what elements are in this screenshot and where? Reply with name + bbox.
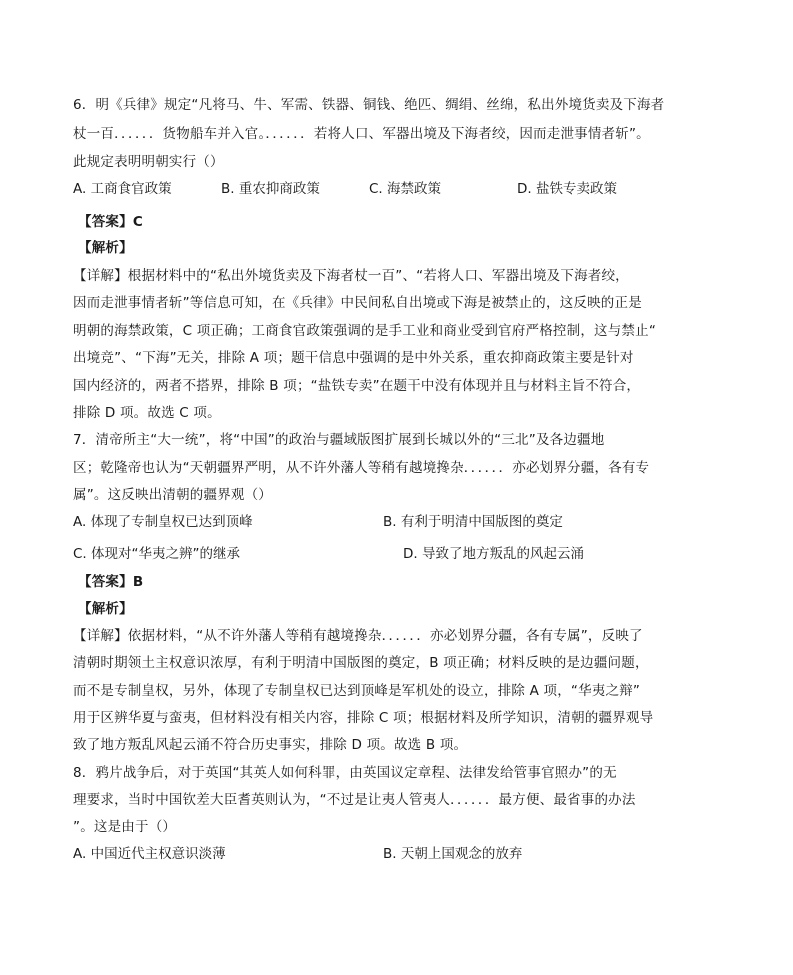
q7-answer-label: 【答案】 [78,574,133,590]
q7-detail-line-5: 致了地方叛乱风起云涌不符合历史事实，排除 D 项。故选 B 项。 [73,737,468,753]
q6-detail-line-4: 出境竞”、“下海”无关，排除 A 项；题干信息中强调的是中外关系，重农抑商政策主要是针对 [73,350,634,366]
q7-option-b: B. 有利于明清中国版图的奠定 [383,514,563,530]
q8-stem-line-3: ”。这是由于（） [73,819,177,835]
q7-option-d: D. 导致了地方叛乱的风起云涌 [403,546,584,562]
q8-option-b: B. 天朝上国观念的放弃 [383,846,523,862]
q7-detail-line-2: 清朝时期领土主权意识浓厚，有利于明清中国版图的奠定，B 项正确；材料反映的是边疆问题， [73,655,649,671]
q8-stem-line-2: 理要求，当时中国钦差大臣耆英则认为，“不过是让夷人管夷人．．．．．．最方便、最省事的办法 [73,792,636,808]
q6-stem-line-1: 6．明《兵律》规定“凡将马、牛、军需、铁器、铜钱、绝匹、绸绢、丝绵，私出外境货卖及下海者 [73,97,665,113]
q7-detail-line-4: 用于区辨华夏与蛮夷，但材料没有相关内容，排除 C 项；根据材料及所学知识，清朝的疆界观导 [73,710,654,726]
q8-option-a: A. 中国近代主权意识淡薄 [73,846,226,862]
q6-option-d: D. 盐铁专卖政策 [517,181,617,197]
q7-answer-value: B [132,574,144,590]
q7-stem-line-3: 属”。这反映出清朝的疆界观（） [73,487,272,503]
q6-detail-line-1: 【详解】根据材料中的“私出外境货卖及下海者杖一百”、“若将人口、军器出境及下海者绞， [73,268,629,284]
q6-detail-line-3: 明朝的海禁政策，C 项正确；工商食官政策强调的是手工业和商业受到官府严格控制，这与禁止“ [73,323,657,339]
q6-option-c: C. 海禁政策 [369,181,442,197]
q7-stem-line-2: 区；乾隆帝也认为“天朝疆界严明，从不许外藩人等稍有越境搀杂．．．．．．亦必划界分疆，各有专 [73,460,650,476]
q7-analysis-label: 【解析】 [78,601,133,617]
q6-option-a: A. 工商食官政策 [73,181,172,197]
q6-answer-label: 【答案】 [78,214,133,230]
q7-option-c: C. 体现对“华夷之辨”的继承 [73,546,240,562]
q7-detail-line-1: 【详解】依据材料，“从不许外藩人等稍有越境搀杂．．．．．．亦必划界分疆，各有专属”，反映了 [73,628,643,644]
q8-stem-line-1: 8．鸦片战争后，对于英国“其英人如何科罪，由英国议定章程、法律发给管事官照办”的无 [73,765,617,781]
q6-analysis-label: 【解析】 [78,240,133,256]
q7-option-a: A. 体现了专制皇权已达到顶峰 [73,514,253,530]
q7-stem-line-1: 7．清帝所主“大一统”，将“中国”的政治与疆域版图扩展到长城以外的“三北”及各边疆地 [73,432,605,448]
q6-detail-line-2: 因而走泄事情者斩”等信息可知，在《兵律》中民间私自出境或下海是被禁止的，这反映的正是 [73,295,642,311]
q6-answer-value: C [132,214,143,230]
q6-answer [78,213,143,231]
q6-option-b: B. 重农抑商政策 [221,181,320,197]
q6-stem-line-3: 此规定表明明朝实行（） [73,154,224,170]
q7-detail-line-3: 而不是专制皇权，另外，体现了专制皇权已达到顶峰是军机处的设立，排除 A 项，“华夷之辩” [73,683,641,699]
q6-detail-line-6: 排除 D 项。故选 C 项。 [73,405,221,421]
q7-answer [78,573,143,591]
q6-stem-line-2: 杖一百．．．．．．货物船车并入官。．．．．．．若将人口、军器出境及下海者绞，因而走泄事情者斩”。 [73,126,650,142]
q6-detail-line-5: 国内经济的，两者不搭界，排除 B 项；“盐铁专卖”在题干中没有体现并且与材料主旨不符合， [73,378,641,394]
